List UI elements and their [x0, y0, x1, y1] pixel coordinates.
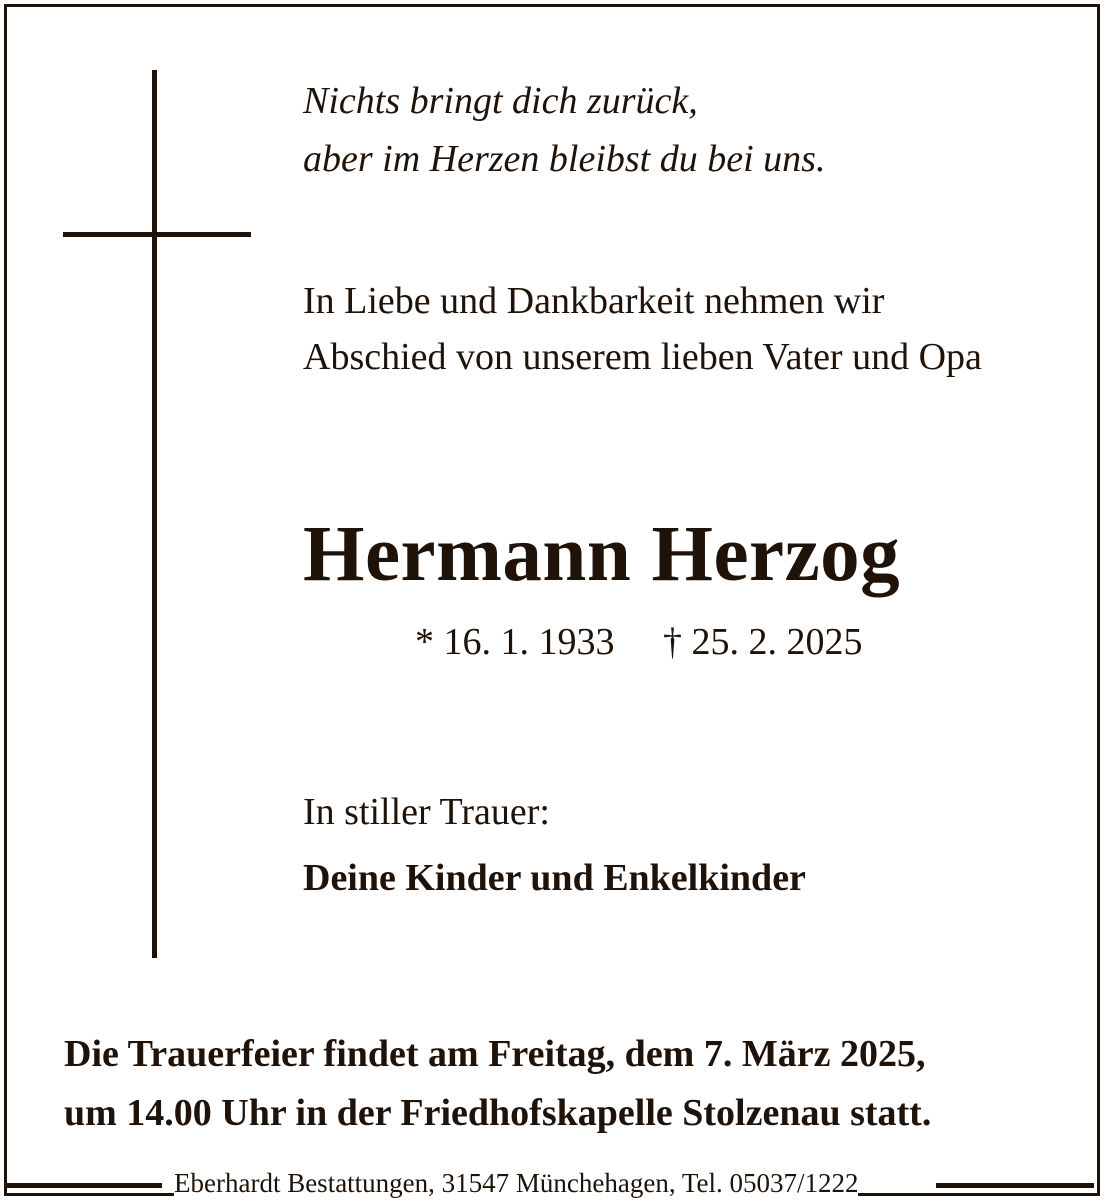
- footer: [0, 1166, 1104, 1196]
- footer-rule-right: [936, 1183, 1094, 1188]
- notice-border: [4, 4, 1100, 1196]
- verse-line-2: aber im Herzen bleibst du bei uns.: [303, 138, 826, 180]
- deceased-name: Hermann Herzog: [303, 511, 901, 598]
- funeral-info-line-2: um 14.00 Uhr in der Friedhofskapelle Stolzenau statt.: [64, 1092, 932, 1134]
- intro-line-1: In Liebe und Dankbarkeit nehmen wir: [303, 280, 885, 322]
- cross-icon-vertical-beam: [152, 70, 157, 958]
- mourning-heading: In stiller Trauer:: [303, 791, 550, 833]
- death-date: † 25. 2. 2025: [663, 621, 863, 663]
- mourners-names: Deine Kinder und Enkelkinder: [303, 857, 806, 899]
- funeral-home-info: Eberhardt Bestattungen, 31547 Münchehagen, Tel. 05037/1222: [174, 1168, 859, 1198]
- cross-icon-horizontal-beam: [63, 232, 251, 237]
- birth-date: * 16. 1. 1933: [415, 621, 615, 663]
- footer-rule-left: [4, 1183, 162, 1188]
- funeral-info-line-1: Die Trauerfeier findet am Freitag, dem 7. März 2025,: [64, 1033, 926, 1075]
- intro-line-2: Abschied von unserem lieben Vater und Opa: [303, 336, 982, 378]
- verse-line-1: Nichts bringt dich zurück,: [303, 80, 698, 122]
